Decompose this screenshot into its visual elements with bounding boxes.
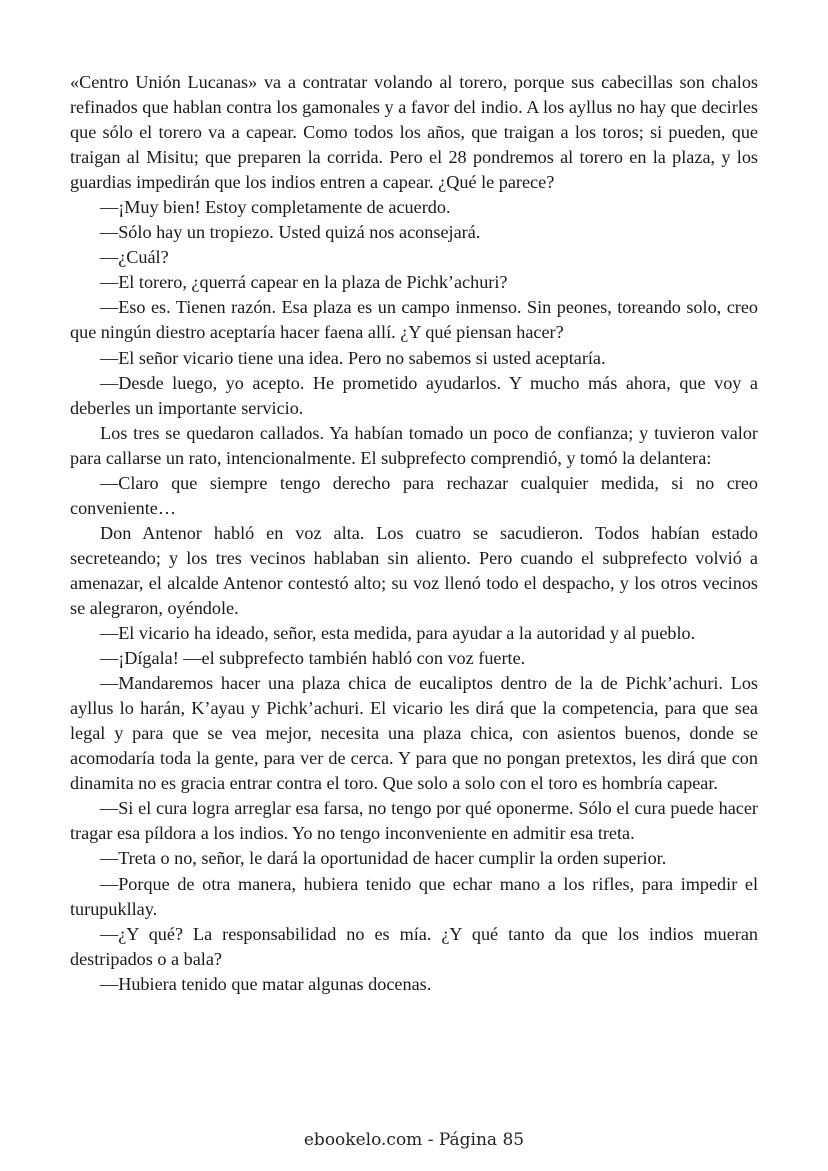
dialogue-line: —Sólo hay un tropiezo. Usted quizá nos aconsejará. bbox=[100, 222, 481, 243]
dialogue-line: —Treta o no, señor, le dará la oportunidad de hacer cumplir la orden superior. bbox=[100, 848, 667, 869]
dialogue-line: —Claro que siempre tengo derecho para rechazar cualquier medida, si no creo conveniente… bbox=[70, 472, 758, 518]
dialogue-line: —Desde luego, yo acepto. He prometido ayudarlos. Y mucho más ahora, que voy a deberles un importante servicio. bbox=[70, 372, 758, 418]
dialogue-line: —¡Dígala! —el subprefecto también habló con voz fuerte. bbox=[100, 648, 526, 669]
dialogue-line: —¿Y qué? La responsabilidad no es mía. ¿Y qué tanto da que los indios mueran destripados o a bala? bbox=[70, 923, 758, 969]
paragraph: «Centro Unión Lucanas» va a contratar volando al torero, porque sus cabecillas son chalos refinados que hablan contra los gamonales y a favor del indio. A los ayllus no hay que decirles que sólo el torero va a capear. Como todos los años, que traigan a los toros; si pueden, que traigan al Misitu; que preparen la corrida. Pero el 28 pondremos al torero en la plaza, y los guardias impedirán que los indios entren a capear. ¿Qué le parece? bbox=[70, 72, 758, 193]
page-footer bbox=[0, 1130, 828, 1150]
page-footer-text: ebookelo.com - Página 85 bbox=[303, 1130, 525, 1150]
page-body bbox=[70, 70, 758, 997]
dialogue-line: —Si el cura logra arreglar esa farsa, no tengo por qué oponerme. Sólo el cura puede hacer tragar esa píldora a los indios. Yo no tengo inconveniente en admitir esa treta. bbox=[70, 798, 758, 844]
dialogue-line: —Porque de otra manera, hubiera tenido que echar mano a los rifles, para impedir el turupukllay. bbox=[70, 873, 758, 919]
dialogue-line: —El vicario ha ideado, señor, esta medida, para ayudar a la autoridad y al pueblo. bbox=[100, 623, 696, 644]
dialogue-line: —¿Cuál? bbox=[100, 247, 169, 268]
dialogue-line: —Mandaremos hacer una plaza chica de eucaliptos dentro de la de Pichk’achuri. Los ayllus lo harán, K’ayau y Pichk’achuri. El vicario les dirá que la competencia, para que sea legal y para que se vea mejor, necesita una plaza chica, con asientos buenos, donde se acomodaría toda la gente, para ver de cerca. Y para que no pongan pretextos, les dirá que con dinamita no es gracia entrar contra el toro. Que solo a solo con el toro es hombría capear. bbox=[70, 673, 758, 794]
dialogue-line: —Hubiera tenido que matar algunas docenas. bbox=[100, 973, 432, 994]
paragraph: Don Antenor habló en voz alta. Los cuatro se sacudieron. Todos habían estado secreteando; y los tres vecinos hablaban sin aliento. Pero cuando el subprefecto volvió a amenazar, el alcalde Antenor contestó alto; su voz llenó todo el despacho, y los otros vecinos se alegraron, oyéndole. bbox=[70, 522, 758, 618]
paragraph: Los tres se quedaron callados. Ya habían tomado un poco de confianza; y tuvieron valor para callarse un rato, intencionalmente. El subprefecto comprendió, y tomó la delantera: bbox=[70, 422, 758, 468]
dialogue-line: —Eso es. Tienen razón. Esa plaza es un campo inmenso. Sin peones, toreando solo, creo que ningún diestro aceptaría hacer faena allí. ¿Y qué piensan hacer? bbox=[70, 297, 758, 343]
dialogue-line: —El señor vicario tiene una idea. Pero no sabemos si usted aceptaría. bbox=[100, 347, 606, 368]
dialogue-line: —¡Muy bien! Estoy completamente de acuerdo. bbox=[100, 197, 451, 218]
dialogue-line: —El torero, ¿querrá capear en la plaza de Pichk’achuri? bbox=[100, 272, 508, 293]
